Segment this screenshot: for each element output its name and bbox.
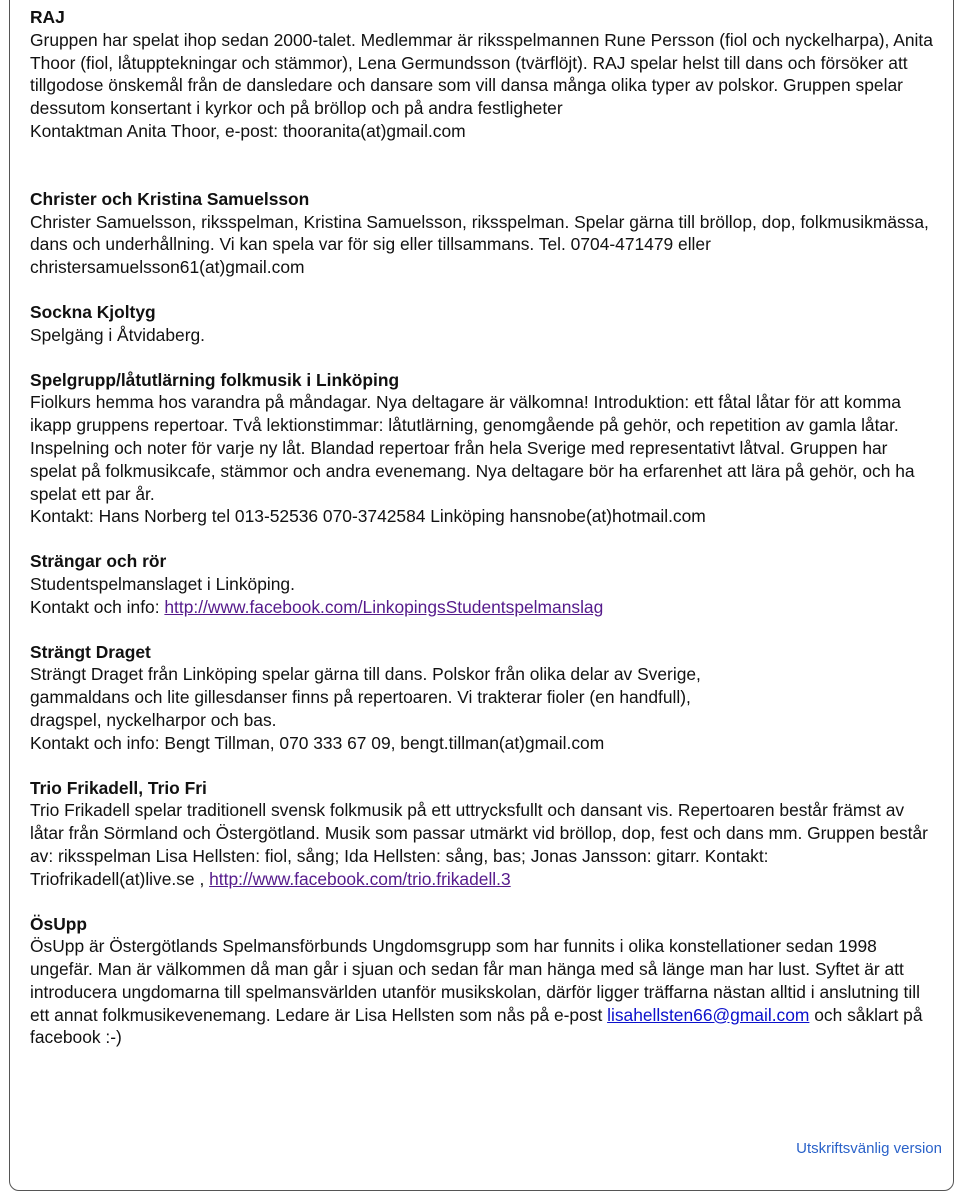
entry-title: Sockna Kjoltyg	[30, 301, 156, 322]
entry-body: Christer Samuelsson, riksspelman, Kristina Samuelsson, riksspelman. Spelar gärna till bröllop, dop, folkmusikmässa, dans och underhållning. Vi kan spela var för sig eller tillsammans. Tel. 0704-471479 eller christersamuelsson61(at)gmail.com	[30, 211, 929, 278]
entry-body-text: ÖsUpp är Östergötlands Spelmansförbunds Ungdomsgrupp som har funnits i olika konstellationer sedan 1998 ungefär. Man är välkommen då man går i sjuan och sedan får man hänga med så länge man har lust. Syftet är att introducera ungdomarna till spelmansvärlden utanför musikskolan, därför ligger träffarna nästan alltid i anslutning till ett annat folkmusikevenemang. Ledare är Lisa Hellsten som nås på e-post	[30, 936, 920, 1025]
entry-strangar-och-ror	[30, 550, 935, 618]
email-link[interactable]: lisahellsten66@gmail.com	[607, 1004, 810, 1025]
contact-prefix: Kontakt och info:	[30, 596, 165, 617]
entry-contact: Kontakt: Hans Norberg tel 013-52536 070-3742584 Linköping hansnobe(at)hotmail.com	[30, 506, 706, 527]
entry-body: Spelgäng i Åtvidaberg.	[30, 324, 205, 345]
entry-raj	[30, 6, 935, 143]
entry-trio-frikadell	[30, 777, 935, 891]
entry-samuelsson	[30, 188, 935, 279]
entry-title: Spelgrupp/låtutlärning folkmusik i Linköping	[30, 369, 400, 390]
entry-body: Gruppen har spelat ihop sedan 2000-talet. Medlemmar är riksspelmannen Rune Persson (fiol och nyckelharpa), Anita Thoor (fiol, låtupptekningar och stämmor), Lena Germundsson (tvärflöjt). RAJ spelar helst till dans och försöker att tillgodose önskemål från de dansledare och dansare som vill dansa många olika typer av polskor. Gruppen spelar dessutom konsertant i kyrkor och på bröllop och på andra festligheter	[30, 29, 933, 119]
entry-body-line: Strängt Draget från Linköping spelar gärna till dans. Polskor från olika delar av Sverige,	[30, 664, 701, 685]
entry-body	[30, 935, 935, 1049]
entry-title: Christer och Kristina Samuelsson	[30, 188, 310, 209]
facebook-link[interactable]: http://www.facebook.com/LinkopingsStudentspelmanslag	[164, 596, 604, 617]
entry-strangt-draget	[30, 641, 935, 755]
entry-contact: Kontakt och info: Bengt Tillman, 070 333 67 09, bengt.tillman(at)gmail.com	[30, 732, 605, 753]
entry-sockna-kjoltyg	[30, 301, 935, 347]
entry-osupp	[30, 913, 935, 1050]
entry-body-text: Trio Frikadell spelar traditionell svensk folkmusik på ett uttrycksfullt och dansant vis. Repertoaren består främst av låtar från Sörmland och Östergötland. Musik som passar utmärkt vid bröllop, dop, fest och dans mm. Gruppen består av: riksspelman Lisa Hellsten: fiol, sång; Ida Hellsten: sång, bas; Jonas Jansson: gitarr. Kontakt: Triofrikadell(at)live.se ,	[30, 800, 928, 889]
entry-spelgrupp	[30, 369, 935, 529]
print-version-link[interactable]: Utskriftsvänlig version	[796, 1140, 942, 1157]
entry-title: ÖsUpp	[30, 913, 88, 934]
entry-contact	[30, 596, 935, 619]
entry-title: Strängt Draget	[30, 641, 151, 662]
group-list	[30, 6, 935, 1049]
facebook-link[interactable]: http://www.facebook.com/trio.frikadell.3	[209, 868, 511, 889]
entry-body-line: dragspel, nyckelharpor och bas.	[30, 709, 277, 730]
entry-body	[30, 799, 935, 890]
entry-title: Strängar och rör	[30, 551, 167, 572]
entry-contact: Kontaktman Anita Thoor, e-post: thooranita(at)gmail.com	[30, 120, 466, 141]
entry-body: Fiolkurs hemma hos varandra på måndagar. Nya deltagare är välkomna! Introduktion: ett fåtal låtar för att komma ikapp gruppens repertoar. Två lektionstimmar: låtutlärning, genomgående på gehör, och repetition av gamla låtar. Inspelning och noter för varje ny låt. Blandad repertoar från hela Sverige med representativt låtval. Gruppen har spelat på folkmusikcafe, stämmor och andra evenemang. Nya deltagare bör ha erfarenhet att lära på gehör, och ha spelat ett par år.	[30, 392, 915, 504]
entry-body-text-after: och såklart på facebook :-)	[30, 1004, 923, 1048]
entry-title: RAJ	[30, 7, 65, 27]
entry-body: Studentspelmanslaget i Linköping.	[30, 573, 295, 594]
entry-body-line: gammaldans och lite gillesdanser finns på repertoaren. Vi trakterar fioler (en handfull),	[30, 687, 691, 708]
entry-title: Trio Frikadell, Trio Fri	[30, 777, 207, 798]
